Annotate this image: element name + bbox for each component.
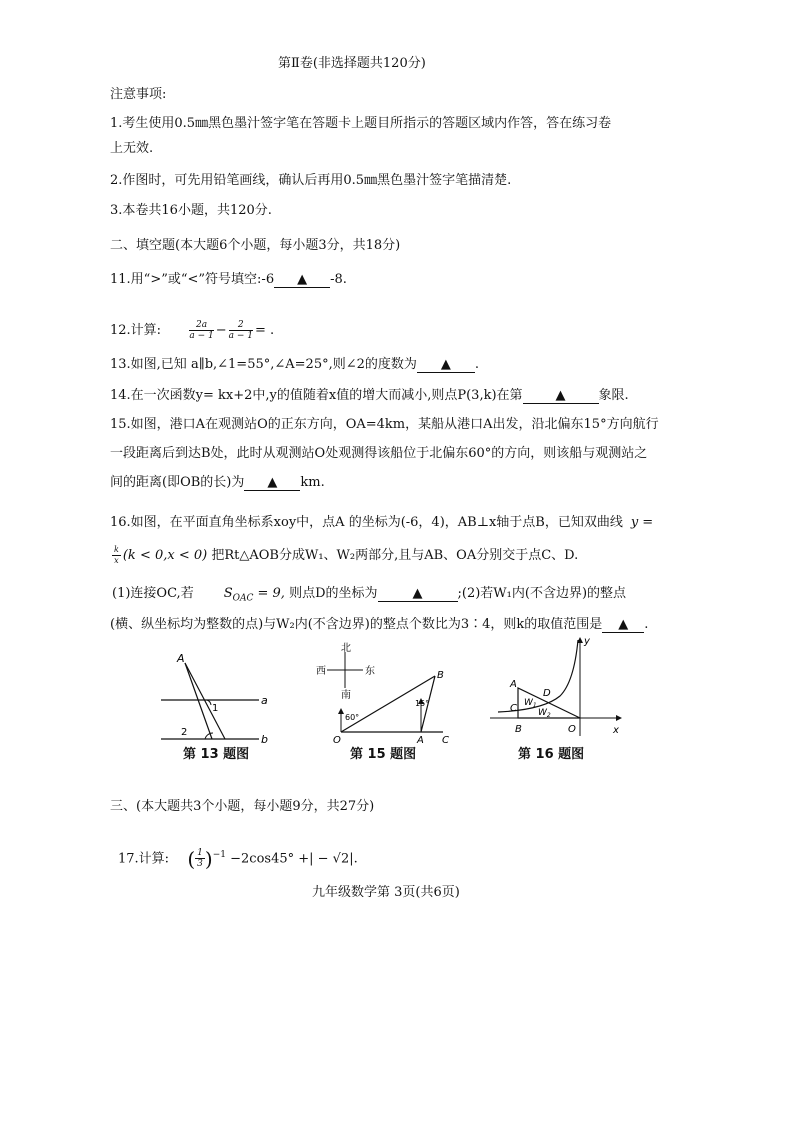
q16-answer-blank-1: ▲ xyxy=(378,587,458,602)
fig13-label-line-a: a xyxy=(261,694,268,707)
q17-fraction: $\frac{1}{3}$ xyxy=(197,848,203,870)
fig16-label-w1: $W_1$ xyxy=(524,698,537,709)
q16-end: . xyxy=(644,617,649,632)
q14-end: 象限. xyxy=(598,388,629,403)
fig15-label-o: O xyxy=(333,735,341,746)
q14-text: 14.在一次函数y= kx+2中,y的值随着x值的增大而减小,则点P(3,k)在第 xyxy=(110,388,523,403)
q16-line-1 xyxy=(110,514,653,532)
fig13-label-line-b: b xyxy=(261,733,268,746)
fig15-angle-60: 60° xyxy=(345,713,360,722)
q16-line-3 xyxy=(112,585,626,608)
q17-exponent: −1 xyxy=(212,850,226,860)
q12-fraction-2: $\frac{2}{a - 1}$ xyxy=(228,320,253,341)
q16-fraction-k-over-x: $\frac{k}{x}$ xyxy=(114,545,119,565)
q16-area-value: = 9, xyxy=(253,586,285,601)
question-14 xyxy=(110,387,629,405)
q15-line-3 xyxy=(110,474,325,492)
page-footer: 九年级数学第 3页(共6页) xyxy=(312,885,460,900)
hyperbola-curve xyxy=(498,640,578,712)
fig16-label-o: O xyxy=(568,724,576,735)
q11-suffix: -8. xyxy=(330,272,347,287)
fig13-angle-1: 1 xyxy=(212,703,219,714)
q15-line-1: 15.如图，港口A在观测站O的正东方向，OA=4km，某船从港口A出发，沿北偏东15°方向航行 xyxy=(110,417,659,432)
note-item-1: 1.考生使用0.5㎜黑色墨汁签字笔在答题卡上题目所指示的答题区域内作答，答在练习卷 xyxy=(110,116,612,131)
q16-part-2: ;(2)若W₁内(不含边界)的整点 xyxy=(457,586,627,601)
figure-15-caption: 第 15 题图 xyxy=(350,747,417,762)
section-2-heading: 二、填空题(本大题6个小题，每小题3分，共18分) xyxy=(110,238,401,253)
fig16-label-d: D xyxy=(543,688,551,699)
q12-minus: − xyxy=(215,323,227,338)
question-12 xyxy=(110,320,274,341)
q11-answer-blank: ▲ xyxy=(274,273,330,288)
fig16-label-x: x xyxy=(613,725,619,736)
q12-fraction-1: $\frac{2a}{a - 1}$ xyxy=(189,320,214,341)
fig15-label-a: A xyxy=(417,735,424,746)
q16-condition: (k < 0,x < 0) xyxy=(122,548,208,563)
note-item-2: 2.作图时，可先用铅笔画线，确认后再用0.5㎜黑色墨汁签字笔描清楚. xyxy=(110,173,512,188)
q15-unit: km. xyxy=(300,475,325,490)
notes-heading: 注意事项: xyxy=(110,87,167,102)
q15-text: 间的距离(即OB的长)为 xyxy=(110,475,245,490)
q15-line-2: 一段距离后到达B处，此时从观测站O处观测得该船位于北偏东60°的方向，则该船与观测站之 xyxy=(110,446,648,461)
question-11 xyxy=(110,271,347,289)
question-17: 17.计算: ( $\frac{1}{3}$ )$^{-1}$ −2cos45° +| − √2|. xyxy=(118,846,358,871)
fig13-angle-2: 2 xyxy=(181,727,188,738)
fig15-angle-15: 15° xyxy=(415,699,430,708)
q16-answer-blank-2: ▲ xyxy=(602,618,644,633)
fig16-label-c: C xyxy=(510,703,517,714)
q16-area-subscript: OAC xyxy=(232,593,254,604)
q12-equals: = . xyxy=(254,323,275,338)
compass-east: 东 xyxy=(365,666,375,677)
section-3-heading: 三、(本大题共3个小题，每小题9分，共27分) xyxy=(110,799,375,814)
q13-text: 13.如图,已知 a∥b,∠1=55°,∠A=25°,则∠2的度数为 xyxy=(110,357,417,372)
q16-text-1: 16.如图，在平面直角坐标系xoy中，点A 的坐标为(-6，4)，AB⊥x轴于点B，已知双曲线 xyxy=(110,515,623,530)
q16-area-symbol: S xyxy=(223,586,233,601)
figure-16 xyxy=(488,632,628,742)
compass-south: 南 xyxy=(341,690,351,701)
page-title: 第Ⅱ卷(非选择题共120分) xyxy=(278,56,426,71)
q13-end: . xyxy=(474,357,480,372)
question-13 xyxy=(110,356,479,374)
note-item-3: 3.本卷共16小题，共120分. xyxy=(110,203,272,218)
q12-prefix: 12.计算: xyxy=(110,323,162,338)
figure-13 xyxy=(155,645,285,749)
figure-16-caption: 第 16 题图 xyxy=(518,747,585,762)
q15-answer-blank: ▲ xyxy=(244,476,300,491)
q16-part-1: (1)连接OC,若 xyxy=(112,586,194,601)
q17-prefix: 17.计算: xyxy=(118,851,170,867)
q16-text-2: 把Rt△AOB分成W₁、W₂两部分,且与AB、OA分别交于点C、D. xyxy=(211,548,579,563)
q16-part-1b: 则点D的坐标为 xyxy=(289,586,378,601)
q16-y-equals: y = xyxy=(630,515,654,530)
fig16-label-w2: $W_2$ xyxy=(538,708,551,719)
fig16-label-a: A xyxy=(510,679,517,690)
compass-west: 西 xyxy=(316,666,326,677)
figure-13-caption: 第 13 题图 xyxy=(183,747,250,762)
q16-text-4: (横、纵坐标均为整数的点)与W₂内(不含边界)的整点个数比为3∶4，则k的取值范围是 xyxy=(110,617,603,632)
fig15-label-b: B xyxy=(437,670,444,681)
compass-north: 北 xyxy=(341,643,351,654)
q14-answer-blank: ▲ xyxy=(523,389,599,404)
figure-15 xyxy=(305,640,465,746)
segment-a-to-b-right xyxy=(185,663,225,739)
fig15-label-c: C xyxy=(442,735,449,746)
fig16-label-b: B xyxy=(515,724,522,735)
fig16-label-y: y xyxy=(584,636,590,647)
q16-line-2 xyxy=(110,545,578,566)
q17-expression: −2cos45° +| − √2|. xyxy=(230,851,358,867)
q11-prefix: 11.用“>”或“<”符号填空:-6 xyxy=(110,272,275,287)
segment-a-to-b-left xyxy=(185,663,212,739)
q13-answer-blank: ▲ xyxy=(417,358,475,373)
fig13-label-a: A xyxy=(177,652,185,665)
note-item-1-cont: 上无效. xyxy=(110,141,154,156)
